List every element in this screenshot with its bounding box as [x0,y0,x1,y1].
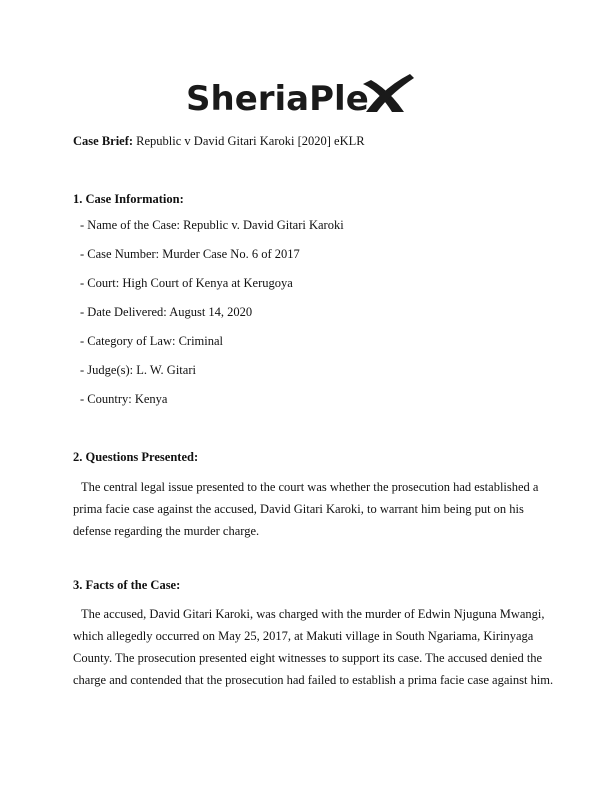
case-information-heading: 1. Case Information: [73,192,184,206]
facts-line: charge and contended that the prosecution had failed to establish a prima facie case against him. [73,673,554,687]
case-brief-line [73,133,365,149]
questions-line: prima facie case against the accused, David Gitari Karoki, to warrant him being put on his [73,502,524,516]
date-delivered-item: - Date Delivered: August 14, 2020 [80,305,253,319]
logo-graphic [186,70,426,122]
case-brief-label: Case Brief: [73,134,134,148]
category-of-law-item: - Category of Law: Criminal [80,334,224,348]
questions-line: defense regarding the murder charge. [73,524,260,538]
questions-presented-paragraph [73,476,541,542]
court-item: - Court: High Court of Kenya at Kerugoya [80,276,293,290]
logo-wordmark: SheriaPle [186,79,369,119]
facts-line: County. The prosecution presented eight witnesses to support its case. The accused denied the [73,651,543,665]
sheriaplex-logo [0,70,612,122]
questions-line: The central legal issue presented to the court was whether the prosecution had established a [81,480,539,494]
case-number-item: - Case Number: Murder Case No. 6 of 2017 [80,247,300,261]
facts-paragraph [73,603,554,691]
facts-line: The accused, David Gitari Karoki, was charged with the murder of Edwin Njuguna Mwangi, [81,607,545,621]
case-brief-title: Republic v David Gitari Karoki [2020] eKLR [136,134,365,148]
country-item: - Country: Kenya [80,392,168,406]
facts-heading: 3. Facts of the Case: [73,578,181,592]
case-name-item: - Name of the Case: Republic v. David Gitari Karoki [80,218,344,232]
logo-x-mark [363,74,414,112]
questions-presented-heading: 2. Questions Presented: [73,450,199,464]
case-information-list [80,217,344,420]
judges-item: - Judge(s): L. W. Gitari [80,363,196,377]
facts-line: which allegedly occurred on May 25, 2017, at Makuti village in South Ngariama, Kirinyaga [73,629,534,643]
